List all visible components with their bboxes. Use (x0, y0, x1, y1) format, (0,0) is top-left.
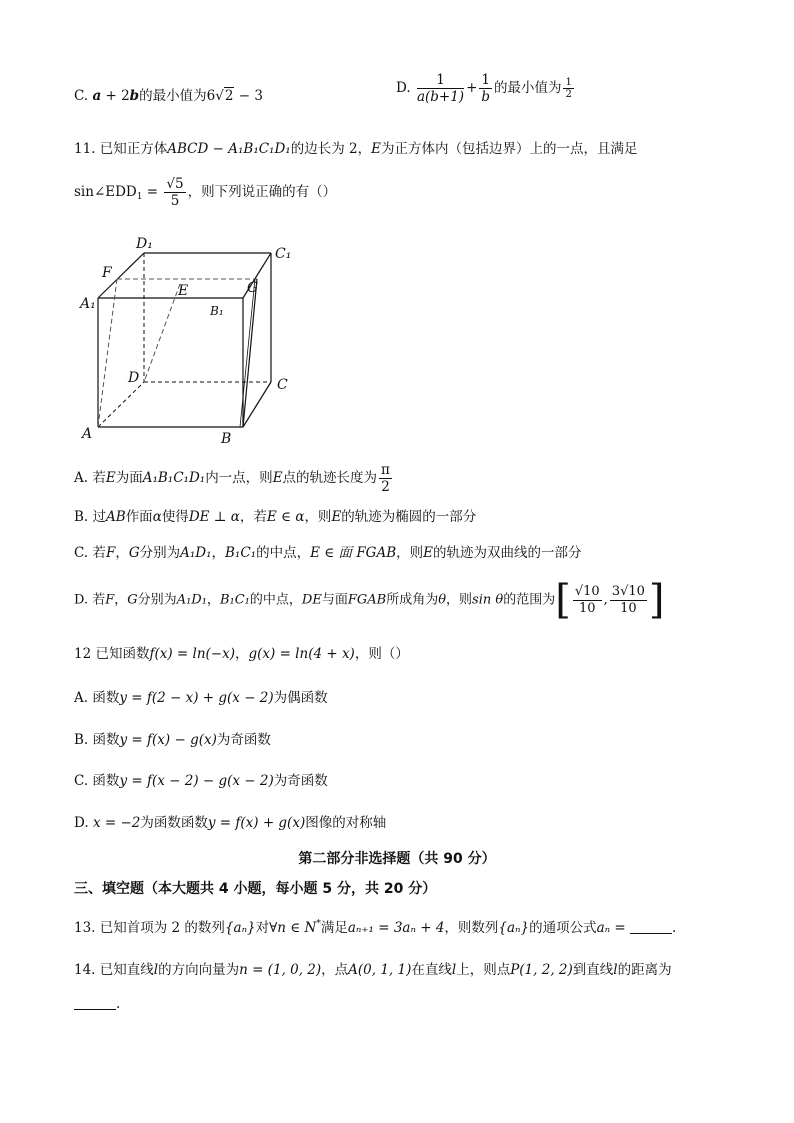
label-d1: D₁ (136, 236, 153, 252)
label-c: C (277, 377, 288, 393)
fraction: $\frac{3√10}{10}$ (611, 583, 645, 616)
label-g: G (247, 280, 259, 296)
label-b1: B₁ (210, 304, 224, 318)
part2-title: 第二部分非选择题（共 90 分） (298, 851, 496, 867)
q11-option-d: D. 若F，G分别为A₁D₁，B₁C₁的中点，DE与面FGAB所成角为θ，则sin θ的范围为[ $\frac{√10}{10}$ , $\frac{3√10}{10}$ ] (74, 577, 665, 623)
answer-blank[interactable] (74, 996, 116, 1010)
q12-stem: 12 已知函数f(x) = ln(−x)，g(x) = ln(4 + x)，则（） (74, 646, 409, 662)
label-b: B (221, 431, 232, 447)
label-a: A (82, 426, 93, 442)
label-a1: A₁ (80, 296, 96, 312)
section3-title: 三、填空题（本大题共 4 小题，每小题 5 分，共 20 分） (74, 881, 437, 897)
q11-option-b: B. 过AB作面α使得DE ⊥ α，若E ∈ α，则E的轨迹为椭圆的一部分 (74, 509, 477, 525)
label-d: D (128, 370, 140, 386)
q13: 13. 已知首项为 2 的数列{aₙ}对∀n ∈ N*满足aₙ₊₁ = 3aₙ + 4，则数列{aₙ}的通项公式aₙ = . (74, 919, 677, 936)
q12-option-a: A. 函数y = f(2 − x) + g(x − 2)为偶函数 (74, 690, 328, 706)
q10-option-c: C. a + 2b的最小值为6√2 − 3 (74, 88, 263, 104)
answer-blank[interactable] (630, 920, 672, 934)
label-f: F (102, 265, 112, 281)
q11-option-a: A. 若E为面A₁B₁C₁D₁内一点，则E点的轨迹长度为 $\frac{\pi}{2}$ (74, 462, 390, 495)
q11-option-c: C. 若F，G分别为A₁D₁，B₁C₁的中点，E ∈ 面 FGAB，则E的轨迹为双曲线的一部分 (74, 545, 582, 561)
fraction: $\frac{\pi}{2}$ (381, 462, 390, 495)
q11-stem-line2: $\sin\angle EDD_1$ = $\frac{√5}{5}$ ，则下列说正确的有（） (74, 176, 337, 209)
label-c1: C₁ (275, 246, 292, 262)
fraction: $\frac{1}{b}$ (481, 72, 490, 105)
fraction: $\frac{√10}{10}$ (574, 583, 600, 616)
q11-stem-line1: 11. 已知正方体ABCD − A₁B₁C₁D₁的边长为 2，E为正方体内（包括边界）上的一点，且满足 (74, 141, 638, 157)
fraction: $\frac{1}{2}$ (565, 77, 572, 100)
q14-line1: 14. 已知直线l的方向向量为n = (1, 0, 2)，点A(0, 1, 1)在直线l上，则点P(1, 2, 2)到直线l的距离为 (74, 962, 672, 978)
q12-option-c: C. 函数y = f(x − 2) − g(x − 2)为奇函数 (74, 773, 328, 789)
label-e: E (178, 283, 189, 299)
cube-figure (70, 232, 300, 447)
q14-line2: . (74, 996, 120, 1012)
q12-option-d: D. x = −2为函数函数y = f(x) + g(x)图像的对称轴 (74, 815, 387, 831)
q10-option-d: D. $\frac{1}{a(b+1)}$ + $\frac{1}{b}$ 的最小值为 $\frac{1}{2}$ (396, 72, 572, 105)
q12-option-b: B. 函数y = f(x) − g(x)为奇函数 (74, 732, 271, 748)
fraction: $\frac{1}{a(b+1)}$ (416, 72, 465, 105)
fraction: $\frac{√5}{5}$ (166, 176, 184, 209)
